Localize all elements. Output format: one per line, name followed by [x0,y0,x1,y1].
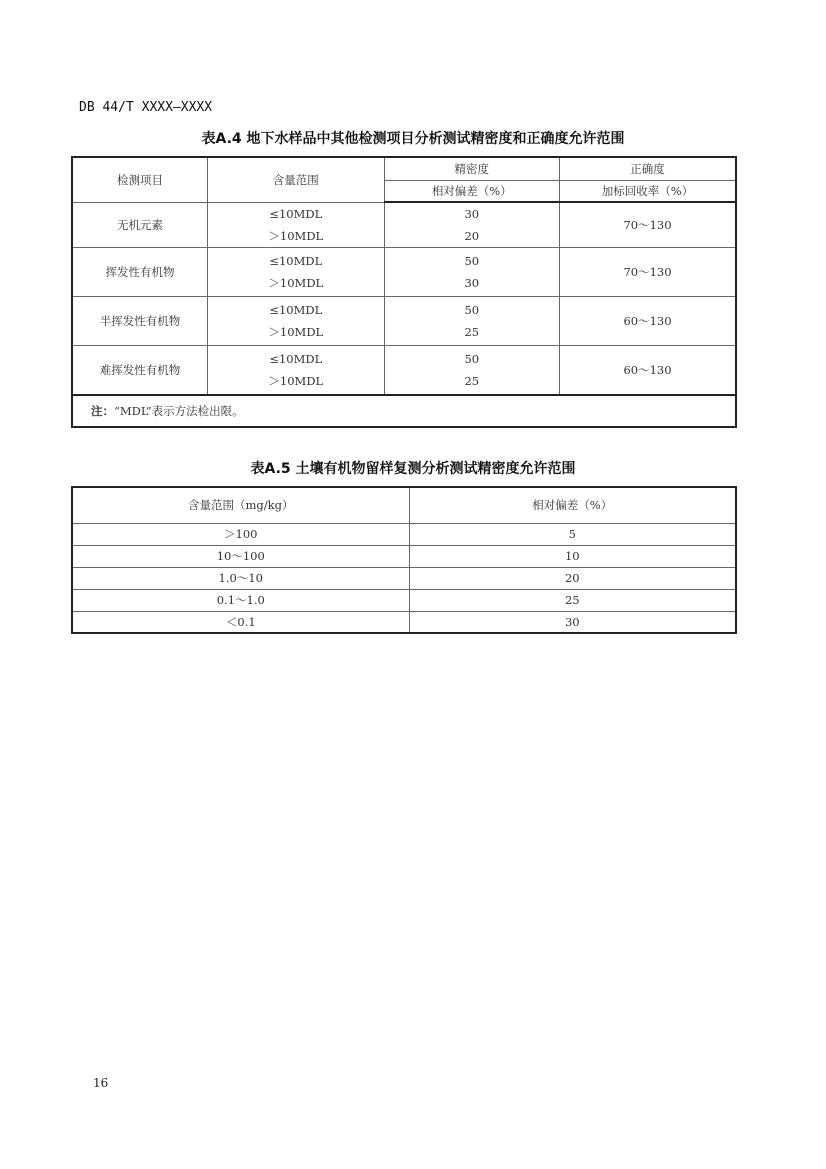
header-precision-sub: 相对偏差（%） [384,180,559,202]
note-label: 注： [91,403,114,418]
recovery-cell: 70～130 [560,202,736,248]
deviation-cell: 50 25 [384,346,559,395]
range-cell: 10～100 [72,545,409,567]
table-row [72,202,736,248]
table-row [72,545,736,567]
range-cell: ≤10MDL ＞10MDL [208,346,385,395]
range-cell: 1.0～10 [72,567,409,589]
deviation-cell: 30 20 [384,202,559,248]
header-range: 含量范围 [208,157,385,202]
header-range: 含量范围（mg/kg） [72,487,409,523]
deviation-cell: 5 [409,523,736,545]
note-text: “MDL”表示方法检出限。 [114,403,244,418]
header-deviation: 相对偏差（%） [409,487,736,523]
range-cell: ＜0.1 [72,611,409,633]
table-row [72,523,736,545]
deviation-cell: 50 30 [384,248,559,297]
header-accuracy: 正确度 [560,157,736,180]
header-precision: 精密度 [384,157,559,180]
table-a5 [71,486,737,634]
item-cell: 难挥发性有机物 [72,346,208,395]
header-item: 检测项目 [72,157,208,202]
range-cell: ≤10MDL ＞10MDL [208,297,385,346]
table-row [72,346,736,395]
document-code: DB 44/T XXXX—XXXX [79,100,213,115]
deviation-cell: 10 [409,545,736,567]
recovery-cell: 70～130 [560,248,736,297]
deviation-cell: 50 25 [384,297,559,346]
header-accuracy-sub: 加标回收率（%） [560,180,736,202]
item-cell: 挥发性有机物 [72,248,208,297]
range-cell: ≤10MDL ＞10MDL [208,248,385,297]
table-a4 [71,156,737,428]
table-row [72,611,736,633]
range-cell: ＞100 [72,523,409,545]
item-cell: 半挥发性有机物 [72,297,208,346]
table-row [72,297,736,346]
table-row [72,589,736,611]
table-note [72,395,736,427]
page-number: 16 [93,1076,109,1090]
deviation-cell: 30 [409,611,736,633]
recovery-cell: 60～130 [560,346,736,395]
table-a5-caption: 表A.5 土壤有机物留样复测分析测试精密度允许范围 [250,461,576,477]
range-cell: ≤10MDL ＞10MDL [208,202,385,248]
range-cell: 0.1～1.0 [72,589,409,611]
table-row [72,567,736,589]
deviation-cell: 20 [409,567,736,589]
item-cell: 无机元素 [72,202,208,248]
recovery-cell: 60～130 [560,297,736,346]
deviation-cell: 25 [409,589,736,611]
table-a4-caption: 表A.4 地下水样品中其他检测项目分析测试精密度和正确度允许范围 [201,131,625,147]
table-row [72,248,736,297]
